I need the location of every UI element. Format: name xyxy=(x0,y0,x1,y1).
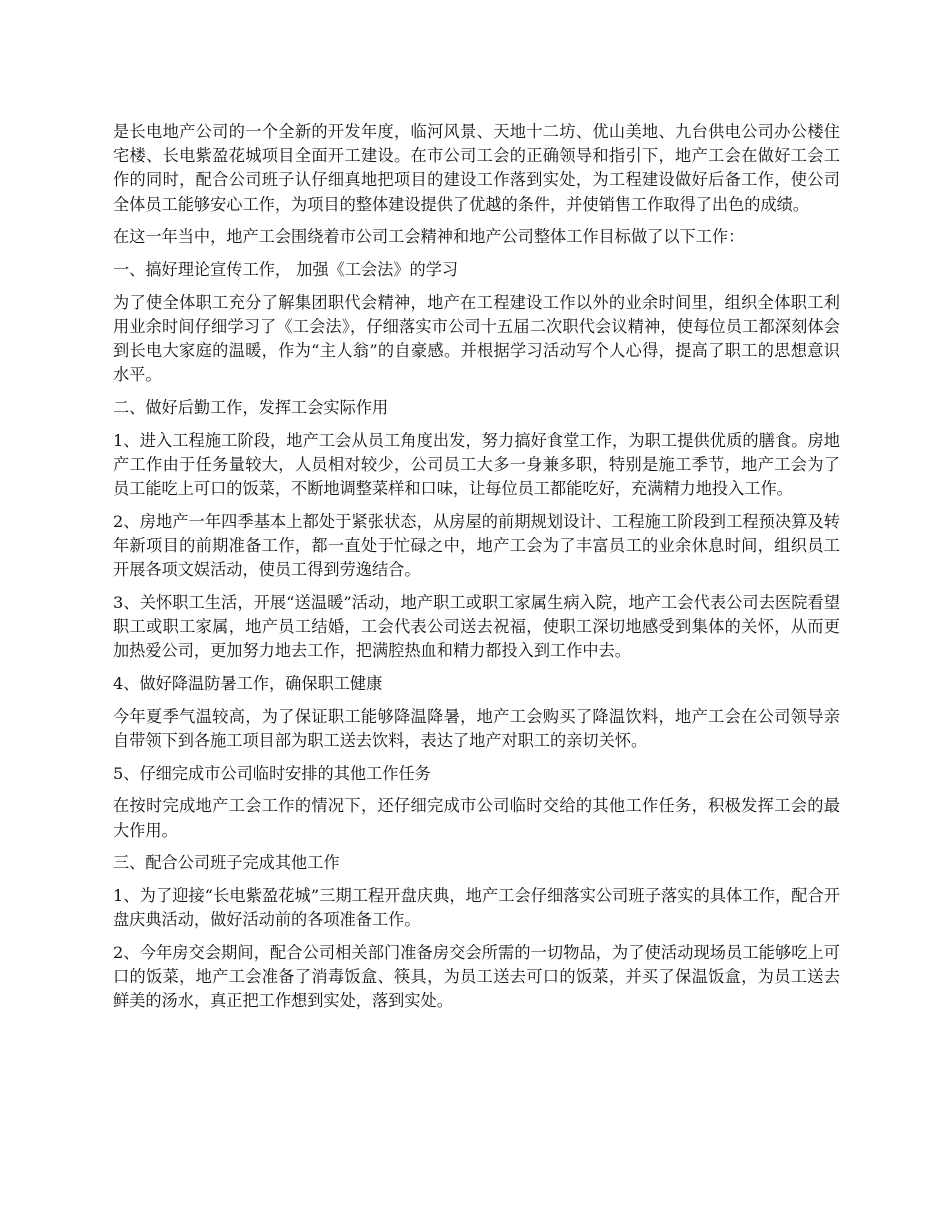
paragraph-item-2-3: 3、关怀职工生活，开展“送温暖”活动，地产职工或职工家属生病入院，地产工会代表公司去医院看望职工或职工家属，地产员工结婚，工会代表公司送去祝福，使职工深切地感受到集体的关怀，从而更加热爱公司，更加努力地去工作，把满腔热血和精力都投入到工作中去。 xyxy=(113,592,840,661)
paragraph-section-1: 为了使全体职工充分了解集团职代会精神，地产在工程建设工作以外的业余时间里，组织全体职工利用业余时间仔细学习了《工会法》，仔细落实市公司十五届二次职代会议精神，使每位员工都深刻体会到长电大家庭的温暖，作为“主人翁”的自豪感。并根据学习活动写个人心得，提高了职工的思想意识水平。 xyxy=(113,292,840,385)
section-heading-1: 一、搞好理论宣传工作， 加强《工会法》的学习 xyxy=(113,260,459,280)
paragraph-item-3-1: 1、为了迎接“长电紫盈花城”三期工程开盘庆典，地产工会仔细落实公司班子落实的具体工作，配合开盘庆典活动，做好活动前的各项准备工作。 xyxy=(113,885,840,930)
section-heading-2: 二、做好后勤工作，发挥工会实际作用 xyxy=(113,398,389,418)
paragraph-overview: 在这一年当中，地产工会围绕着市公司工会精神和地产公司整体工作目标做了以下工作： xyxy=(113,227,745,247)
paragraph-item-2-2: 2、房地产一年四季基本上都处于紧张状态，从房屋的前期规划设计、工程施工阶段到工程预决算及转年新项目的前期准备工作，都一直处于忙碌之中，地产工会为了丰富员工的业余休息时间，组织员工开展各项文娱活动，使员工得到劳逸结合。 xyxy=(113,511,840,580)
paragraph-item-2-5: 在按时完成地产工会工作的情况下，还仔细完成市公司临时交给的其他工作任务，积极发挥工会的最大作用。 xyxy=(113,796,840,840)
section-heading-3: 三、配合公司班子完成其他工作 xyxy=(113,853,340,873)
document-body xyxy=(113,120,840,1022)
subheading-item-2-5: 5、仔细完成市公司临时安排的其他工作任务 xyxy=(113,763,431,783)
paragraph-item-2-1: 1、进入工程施工阶段，地产工会从员工角度出发，努力搞好食堂工作，为职工提供优质的膳食。房地产工作由于任务量较大，人员相对较少，公司员工大多一身兼多职，特别是施工季节，地产工会为了员工能吃上可口的饭菜，不断地调整菜样和口味，让每位员工都能吃好，充满精力地投入工作。 xyxy=(113,430,840,499)
paragraph-intro: 是长电地产公司的一个全新的开发年度，临河风景、天地十二坊、优山美地、九台供电公司办公楼住宅楼、长电紫盈花城项目全面开工建设。在市公司工会的正确领导和指引下，地产工会在做好工会工作的同时，配合公司班子认仔细真地把项目的建设工作落到实处，为工程建设做好后备工作，使公司全体员工能够安心工作，为项目的整体建设提供了优越的条件，并使销售工作取得了出色的成绩。 xyxy=(113,122,840,214)
paragraph-item-3-2: 2、今年房交会期间，配合公司相关部门准备房交会所需的一切物品，为了使活动现场员工能够吃上可口的饭菜，地产工会准备了消毒饭盒、筷具，为员工送去可口的饭菜，并买了保温饭盒，为员工送去鲜美的汤水，真正把工作想到实处，落到实处。 xyxy=(113,942,840,1011)
paragraph-item-2-4: 今年夏季气温较高，为了保证职工能够降温降暑，地产工会购买了降温饮料，地产工会在公司领导亲自带领下到各施工项目部为职工送去饮料，表达了地产对职工的亲切关怀。 xyxy=(113,706,840,750)
subheading-item-2-4: 4、做好降温防暑工作，确保职工健康 xyxy=(113,674,383,694)
